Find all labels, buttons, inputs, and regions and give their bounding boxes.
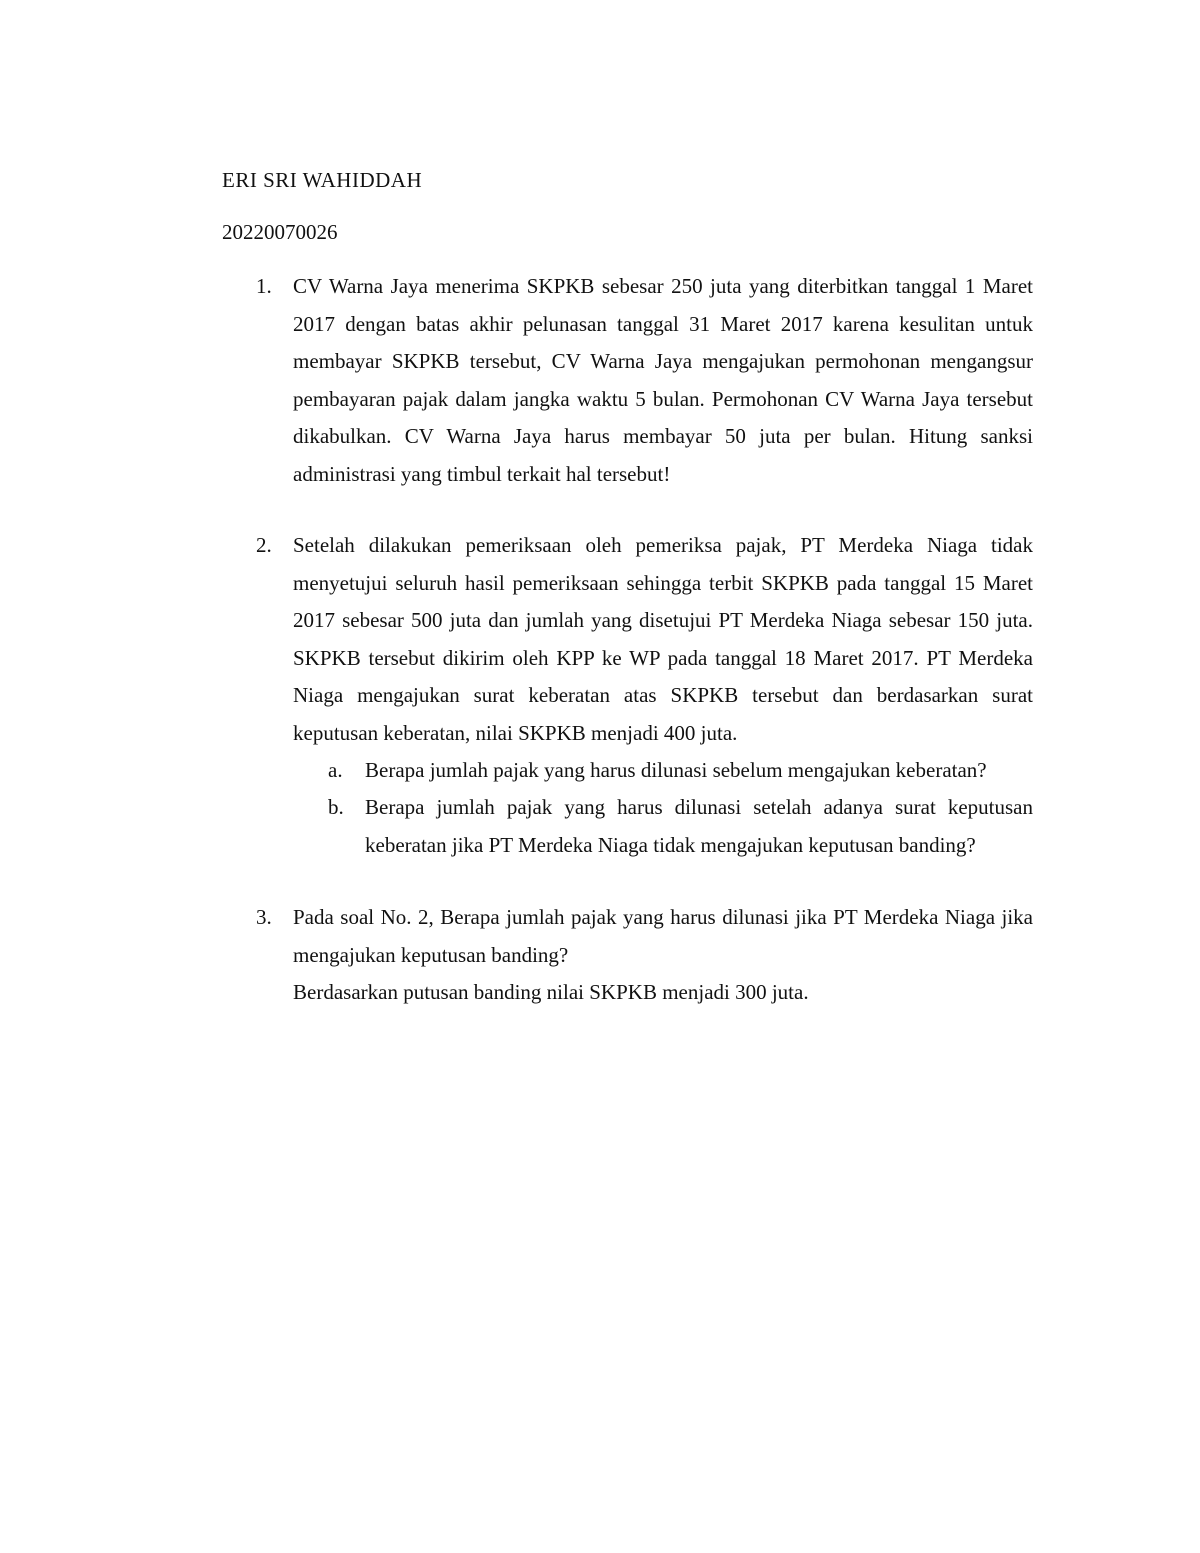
question-note: Berdasarkan putusan banding nilai SKPKB menjadi 300 juta. [293, 980, 809, 1004]
student-id: 20220070026 [222, 220, 338, 244]
sub-question-text: Berapa jumlah pajak yang harus dilunasi sebelum mengajukan keberatan? [365, 758, 987, 782]
question-number: 3. [256, 905, 272, 929]
question-text: Pada soal No. 2, Berapa jumlah pajak yang harus dilunasi jika PT Merdeka Niaga jika mengajukan keputusan banding? [293, 905, 1033, 967]
sub-question-text: Berapa jumlah pajak yang harus dilunasi setelah adanya surat keputusan keberatan jika PT Merdeka Niaga tidak mengajukan keputusan banding? [365, 795, 1033, 857]
question-number: 2. [256, 533, 272, 557]
question-text: Setelah dilakukan pemeriksaan oleh pemeriksa pajak, PT Merdeka Niaga tidak menyetujui seluruh hasil pemeriksaan sehingga terbit SKPKB pada tanggal 15 Maret 2017 sebesar 500 juta dan jumlah yang disetujui PT Merdeka Niaga sebesar 150 juta. SKPKB tersebut dikirim oleh KPP ke WP pada tanggal 18 Maret 2017. PT Merdeka Niaga mengajukan surat keberatan atas SKPKB tersebut dan berdasarkan surat keputusan keberatan, nilai SKPKB menjadi 400 juta. [293, 533, 1033, 745]
sub-question-label: b. [328, 795, 344, 819]
student-name: ERI SRI WAHIDDAH [222, 168, 423, 192]
question-text: CV Warna Jaya menerima SKPKB sebesar 250 juta yang diterbitkan tanggal 1 Maret 2017 dengan batas akhir pelunasan tanggal 31 Maret 2017 karena kesulitan untuk membayar SKPKB tersebut, CV Warna Jaya mengajukan permohonan mengangsur pembayaran pajak dalam jangka waktu 5 bulan. Permohonan CV Warna Jaya tersebut dikabulkan. CV Warna Jaya harus membayar 50 juta per bulan. Hitung sanksi administrasi yang timbul terkait hal tersebut! [293, 274, 1033, 486]
question-number: 1. [256, 274, 272, 298]
sub-question-label: a. [328, 758, 343, 782]
